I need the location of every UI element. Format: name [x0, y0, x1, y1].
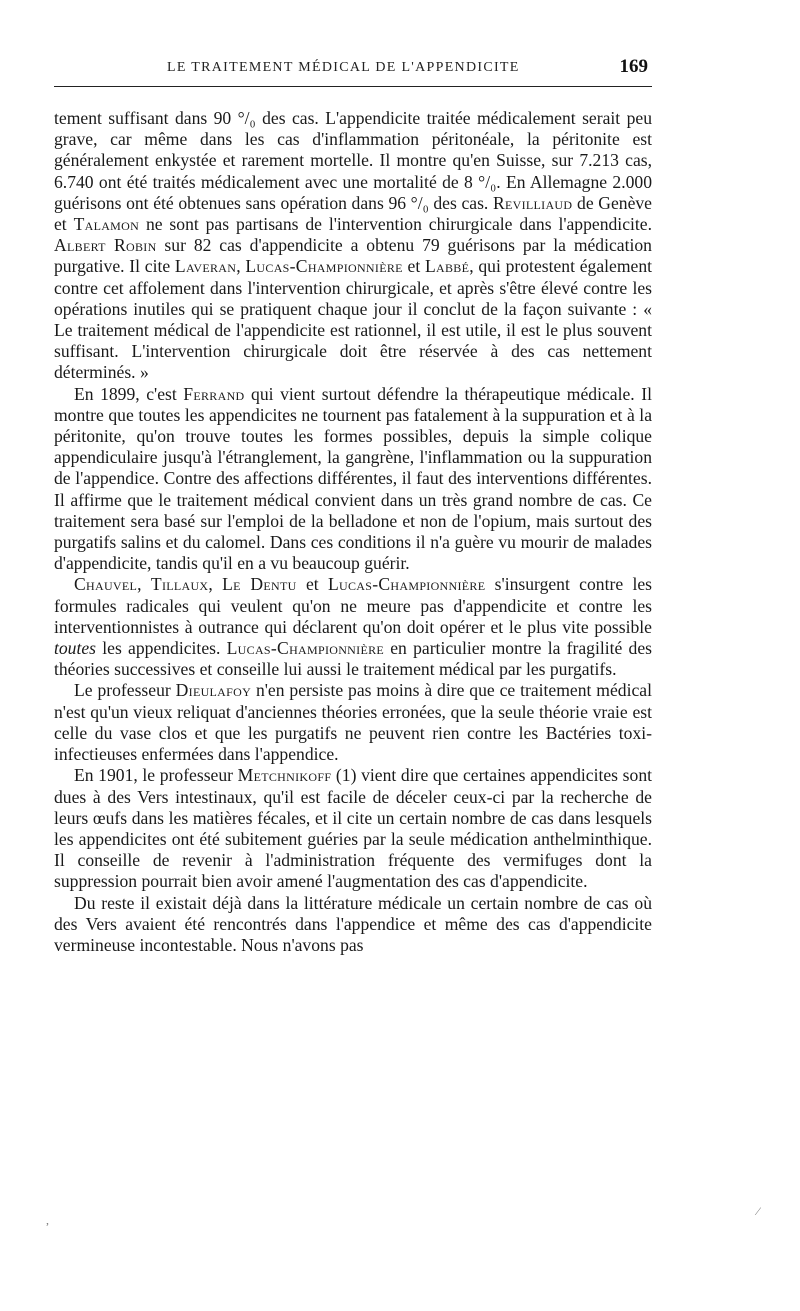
text-run: tement suffisant dans 90 °/₀ des cas. L'appendicite traitée médicalement serait peu grave, car même dans les cas d'inflammation péritonéale, la péritonite est généralement enkystée et rarement mortelle. Il montre qu'en Suisse, sur 7.213 cas, 6.740 ont été traités médicalement avec une mortalité de 8 °/₀. En Allemagne 2.000 guérisons ont été obtenues sans opération dans 96 °/₀ des cas.: [54, 108, 652, 213]
running-title: LE TRAITEMENT MÉDICAL DE L'APPENDICITE: [167, 60, 520, 75]
author-name: Dieulafoy: [175, 680, 252, 701]
print-speck-mark: ,: [46, 1213, 49, 1227]
author-name: Revilliaud: [492, 192, 573, 213]
text-run: n'en persiste pas moins à dire que ce traitement médical n'est qu'un vieux reliquat d'anciennes théories erronées, que la seule théorie vraie est celle du vase clos et que les purgatifs ne peuvent rien contre les Bactéries toxi-infectieuses enfermées dans l'appendice.: [54, 680, 652, 765]
text-run: de Genève et: [54, 192, 652, 235]
author-name: Lucas-Championnière: [245, 256, 403, 277]
author-name: Le Dentu: [222, 574, 297, 595]
author-name: Albert Robin: [54, 235, 157, 256]
paragraph: [54, 384, 652, 575]
text-run: sur 82 cas d'appendicite a obtenu 79 guérisons par la médication purgative. Il cite: [54, 235, 652, 277]
paragraph: [54, 108, 652, 384]
author-name: Laveran: [174, 256, 237, 277]
text-run: ,: [137, 574, 151, 595]
paragraph: [54, 893, 652, 957]
book-page: [54, 52, 652, 956]
author-name: Lucas-Championnière: [327, 574, 486, 595]
text-run: (1) vient dire que certaines appendicites sont dues à des Vers intestinaux, qu'il est facile de déceler ceux-ci par la recherche de leurs œufs dans les matières fécales, et il cite un certain nombre de cas dans lesquels les appendicites ont été subitement guéries par la seule médication anthelminthique. Il conseille de revenir à l'administration fréquente des vermifuges dont la suppression pourrait bien avoir amené l'augmentation des cas d'appendicite.: [54, 765, 653, 892]
body-text: [54, 108, 652, 956]
page-number: 169: [619, 56, 648, 77]
author-name: Labbé: [424, 256, 470, 277]
text-run: ne sont pas partisans de l'intervention chirurgicale dans l'appendicite.: [139, 214, 652, 235]
paragraph: [54, 574, 652, 680]
author-name: Ferrand: [183, 383, 245, 404]
text-run: et: [296, 574, 328, 595]
text-run: , qui protestent également contre cet affolement dans l'intervention chirurgicale, et après s'être élevé contre les opérations inutiles qui se pratiquent chaque jour il conclut de la façon suivante : « Le traitement médical de l'appendicite est rationnel, il est utile, il est le plus souvent suffisant. L'intervention chirurgicale doit être réservée à des cas nettement déterminés. »: [54, 256, 653, 383]
author-name: Lucas-Championnière: [226, 638, 385, 659]
text-run: ,: [208, 574, 223, 595]
text-run: en particulier montre la fragilité des théories successives et conseille lui aussi le traitement médical par les purgatifs.: [54, 638, 652, 680]
text-run: les appendicites.: [96, 638, 227, 659]
emphasis-text: toutes: [54, 638, 97, 659]
text-run: Le professeur: [74, 680, 176, 701]
print-speck-mark: ⁄: [757, 1204, 760, 1218]
author-name: Tillaux: [150, 574, 209, 595]
text-run: En 1899, c'est: [74, 383, 184, 404]
text-run: qui vient surtout défendre la thérapeutique médicale. Il montre que toutes les appendicites ne tournent pas fatalement à la suppuration et à la péritonite, qu'on trouve toutes les formes possibles, depuis la simple colique appendiculaire jusqu'à l'étranglement, la gangrène, l'inflammation ou la suppuration de l'appendice. Contre des affections différentes, il faut des interventions différentes. Il affirme que le traitement médical convient dans un très grand nombre de cas. Ce traitement sera basé sur l'emploi de la belladone et non de l'opium, mais surtout des purgatifs salins et du calomel. Dans ces conditions il n'a guère vu mourir de malades d'appendicite, tandis qu'il en a vu beaucoup guérir.: [54, 383, 652, 574]
text-run: En 1901, le professeur: [74, 765, 238, 786]
running-header: [54, 52, 652, 87]
author-name: Talamon: [73, 214, 140, 235]
paragraph: [54, 765, 652, 892]
author-name: Chauvel: [74, 574, 138, 595]
text-run: et: [402, 256, 425, 277]
paragraph: [54, 680, 652, 765]
text-run: s'insurgent contre les formules radicales qui veulent qu'on ne meure pas d'appendicite et contre les interventionnistes à outrance qui déclarent qu'on doit opérer et le plus vite possible: [54, 574, 652, 637]
text-run: Du reste il existait déjà dans la littérature médicale un certain nombre de cas où des Vers avaient été rencontrés dans l'appendice et même des cas d'appendicite vermineuse incontestable. Nous n'avons pas: [54, 892, 652, 955]
text-run: ,: [236, 256, 246, 277]
author-name: Metchnikoff: [237, 765, 332, 786]
